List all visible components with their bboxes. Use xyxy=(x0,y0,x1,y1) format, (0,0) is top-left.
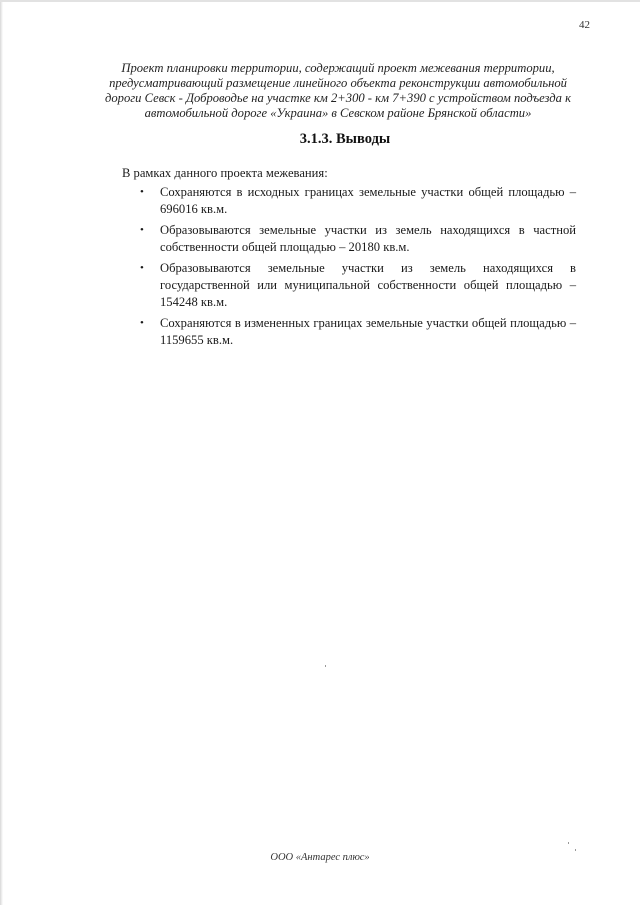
list-item-text: Сохраняются в измененных границах земельные участки общей площадью – xyxy=(160,316,576,330)
list-item-text: 1159655 кв.м. xyxy=(160,333,234,347)
bullet-icon: • xyxy=(140,186,144,198)
list-item-text: собственности общей площадью – 20180 кв.м. xyxy=(160,240,410,254)
list-item xyxy=(140,222,576,256)
scan-speck xyxy=(568,842,569,844)
header-line: предусматривающий размещение линейного объекта реконструкции автомобильной xyxy=(109,76,567,90)
page-footer: ООО «Антарес плюс» xyxy=(270,852,370,863)
scan-speck xyxy=(325,665,326,667)
section-title: 3.1.3. Выводы xyxy=(299,131,391,147)
list-item-text: государственной или муниципальной собственности общей площадью – xyxy=(160,278,576,292)
list-item-text: Образовываются земельные участки из земель находящихся в частной xyxy=(160,223,576,237)
list-item xyxy=(140,184,576,218)
list-item xyxy=(140,315,576,349)
scan-edge-top xyxy=(0,0,640,2)
conclusions-list xyxy=(140,184,576,353)
header-line: дороги Севск - Доброводье на участке км 2+300 - км 7+390 с устройством подъезда к xyxy=(105,91,571,105)
intro-paragraph: В рамках данного проекта межевания: xyxy=(122,166,328,180)
bullet-icon: • xyxy=(140,317,144,329)
document-header xyxy=(88,61,588,121)
list-item-text: Сохраняются в исходных границах земельные участки общей площадью – xyxy=(160,185,576,199)
scan-speck xyxy=(575,849,576,851)
bullet-icon: • xyxy=(140,262,144,274)
list-item xyxy=(140,260,576,311)
header-line: Проект планировки территории, содержащий проект межевания территории, xyxy=(121,61,555,75)
page-number: 42 xyxy=(579,19,590,31)
bullet-icon: • xyxy=(140,224,144,236)
list-item-text: 696016 кв.м. xyxy=(160,202,228,216)
list-item-text: Образовываются земельные участки из земель находящихся в xyxy=(160,261,576,275)
list-item-text: 154248 кв.м. xyxy=(160,295,228,309)
header-line: автомобильной дороге «Украина» в Севском районе Брянской области» xyxy=(144,106,532,120)
